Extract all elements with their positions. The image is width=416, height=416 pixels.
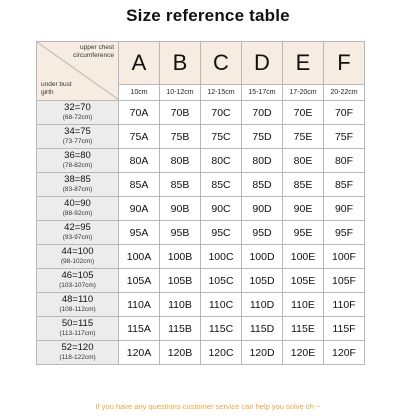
size-cell: 70E xyxy=(283,101,324,125)
band-size-label: 38=85 xyxy=(64,173,91,185)
under-bust-label-line-2: girth xyxy=(41,89,54,96)
under-bust-size-cell xyxy=(37,221,119,245)
cup-range-header: 10cm xyxy=(119,85,160,101)
size-cell: 90E xyxy=(283,197,324,221)
size-cell: 85A xyxy=(119,173,160,197)
footer-note: If you have any questions customer service can help you solve oh ~ xyxy=(95,402,321,411)
size-cell: 100D xyxy=(242,245,283,269)
size-cell: 110E xyxy=(283,293,324,317)
size-cell: 105C xyxy=(201,269,242,293)
size-cell: 80D xyxy=(242,149,283,173)
size-cell: 100C xyxy=(201,245,242,269)
under-bust-size-cell xyxy=(37,293,119,317)
page-title: Size reference table xyxy=(126,6,290,25)
size-cell: 115D xyxy=(242,317,283,341)
band-size-label: 50=115 xyxy=(61,317,94,329)
table-row xyxy=(37,245,365,269)
size-cell: 85C xyxy=(201,173,242,197)
upper-chest-label-line-1: upper chest xyxy=(80,44,114,51)
table-row xyxy=(37,173,365,197)
size-cell: 80C xyxy=(201,149,242,173)
size-cell: 100F xyxy=(324,245,365,269)
under-bust-size-cell xyxy=(37,173,119,197)
size-cell: 95D xyxy=(242,221,283,245)
size-cell: 105D xyxy=(242,269,283,293)
under-bust-label xyxy=(41,81,72,97)
size-cell: 70F xyxy=(324,101,365,125)
band-size-label: 34=75 xyxy=(64,125,91,137)
band-measurement-label: (68-72cm) xyxy=(62,113,93,121)
cup-range-header: 15-17cm xyxy=(242,85,283,101)
cup-letter-header: F xyxy=(324,42,365,85)
size-cell: 85E xyxy=(283,173,324,197)
size-cell: 105A xyxy=(119,269,160,293)
size-cell: 120D xyxy=(242,341,283,365)
size-cell: 105B xyxy=(160,269,201,293)
table-row xyxy=(37,149,365,173)
size-cell: 90B xyxy=(160,197,201,221)
size-cell: 95F xyxy=(324,221,365,245)
under-bust-size-cell xyxy=(37,317,119,341)
band-measurement-label: (78-82cm) xyxy=(62,161,93,169)
size-cell: 120B xyxy=(160,341,201,365)
size-cell: 95B xyxy=(160,221,201,245)
cup-range-header: 17-20cm xyxy=(283,85,324,101)
size-cell: 80F xyxy=(324,149,365,173)
size-cell: 120A xyxy=(119,341,160,365)
size-cell: 80A xyxy=(119,149,160,173)
cup-letter-header: A xyxy=(119,42,160,85)
table-row xyxy=(37,197,365,221)
table-row xyxy=(37,101,365,125)
size-cell: 85D xyxy=(242,173,283,197)
size-cell: 75C xyxy=(201,125,242,149)
band-size-label: 40=90 xyxy=(64,197,91,209)
size-cell: 115C xyxy=(201,317,242,341)
size-cell: 110B xyxy=(160,293,201,317)
size-cell: 75B xyxy=(160,125,201,149)
cup-letter-header: B xyxy=(160,42,201,85)
band-measurement-label: (108-112cm) xyxy=(59,305,96,313)
under-bust-size-cell xyxy=(37,245,119,269)
table-row xyxy=(37,317,365,341)
band-size-label: 36=80 xyxy=(64,149,91,161)
size-cell: 115A xyxy=(119,317,160,341)
size-cell: 105F xyxy=(324,269,365,293)
band-measurement-label: (93-97cm) xyxy=(62,233,93,241)
size-cell: 70D xyxy=(242,101,283,125)
band-measurement-label: (73-77cm) xyxy=(62,137,93,145)
cup-letter-header: C xyxy=(201,42,242,85)
size-cell: 100E xyxy=(283,245,324,269)
under-bust-size-cell xyxy=(37,269,119,293)
cup-letter-header: D xyxy=(242,42,283,85)
size-cell: 115B xyxy=(160,317,201,341)
size-cell: 95C xyxy=(201,221,242,245)
band-measurement-label: (88-92cm) xyxy=(62,209,93,217)
size-cell: 120C xyxy=(201,341,242,365)
size-cell: 75E xyxy=(283,125,324,149)
size-cell: 90C xyxy=(201,197,242,221)
size-cell: 70C xyxy=(201,101,242,125)
size-cell: 100B xyxy=(160,245,201,269)
band-measurement-label: (113-117cm) xyxy=(59,329,96,337)
cup-range-header: 12-15cm xyxy=(201,85,242,101)
size-cell: 105E xyxy=(283,269,324,293)
corner-header-cell xyxy=(37,42,119,101)
table-row xyxy=(37,221,365,245)
band-size-label: 48=110 xyxy=(61,293,94,305)
band-size-label: 52=120 xyxy=(61,341,94,353)
under-bust-size-cell xyxy=(37,149,119,173)
size-cell: 120F xyxy=(324,341,365,365)
under-bust-label-line-1: under bust xyxy=(41,81,72,88)
band-size-label: 46=105 xyxy=(61,269,94,281)
under-bust-size-cell xyxy=(37,125,119,149)
band-measurement-label: (118-122cm) xyxy=(59,353,96,361)
band-measurement-label: (98-102cm) xyxy=(60,257,95,265)
table-row xyxy=(37,269,365,293)
size-cell: 85F xyxy=(324,173,365,197)
upper-chest-label-line-2: circumference xyxy=(73,52,114,59)
band-size-label: 42=95 xyxy=(64,221,91,233)
size-cell: 95A xyxy=(119,221,160,245)
size-cell: 80E xyxy=(283,149,324,173)
size-cell: 75F xyxy=(324,125,365,149)
table-row xyxy=(37,125,365,149)
size-cell: 115F xyxy=(324,317,365,341)
size-cell: 90F xyxy=(324,197,365,221)
size-cell: 70A xyxy=(119,101,160,125)
size-cell: 100A xyxy=(119,245,160,269)
cup-range-header: 10-12cm xyxy=(160,85,201,101)
size-table xyxy=(36,41,365,365)
band-measurement-label: (103-107cm) xyxy=(59,281,96,289)
band-measurement-label: (83-87cm) xyxy=(62,185,93,193)
size-cell: 110D xyxy=(242,293,283,317)
under-bust-size-cell xyxy=(37,341,119,365)
size-cell: 80B xyxy=(160,149,201,173)
cup-range-header: 20-22cm xyxy=(324,85,365,101)
upper-chest-label xyxy=(73,44,114,60)
size-cell: 85B xyxy=(160,173,201,197)
size-cell: 110A xyxy=(119,293,160,317)
cup-letter-header: E xyxy=(283,42,324,85)
size-cell: 90A xyxy=(119,197,160,221)
band-size-label: 32=70 xyxy=(64,101,91,113)
size-cell: 75A xyxy=(119,125,160,149)
size-cell: 75D xyxy=(242,125,283,149)
table-row xyxy=(37,341,365,365)
size-cell: 95E xyxy=(283,221,324,245)
under-bust-size-cell xyxy=(37,101,119,125)
size-cell: 120E xyxy=(283,341,324,365)
size-cell: 110C xyxy=(201,293,242,317)
table-row xyxy=(37,293,365,317)
band-size-label: 44=100 xyxy=(61,245,94,257)
under-bust-size-cell xyxy=(37,197,119,221)
letter-header-row xyxy=(37,42,365,85)
size-cell: 90D xyxy=(242,197,283,221)
size-cell: 110F xyxy=(324,293,365,317)
size-cell: 70B xyxy=(160,101,201,125)
size-cell: 115E xyxy=(283,317,324,341)
